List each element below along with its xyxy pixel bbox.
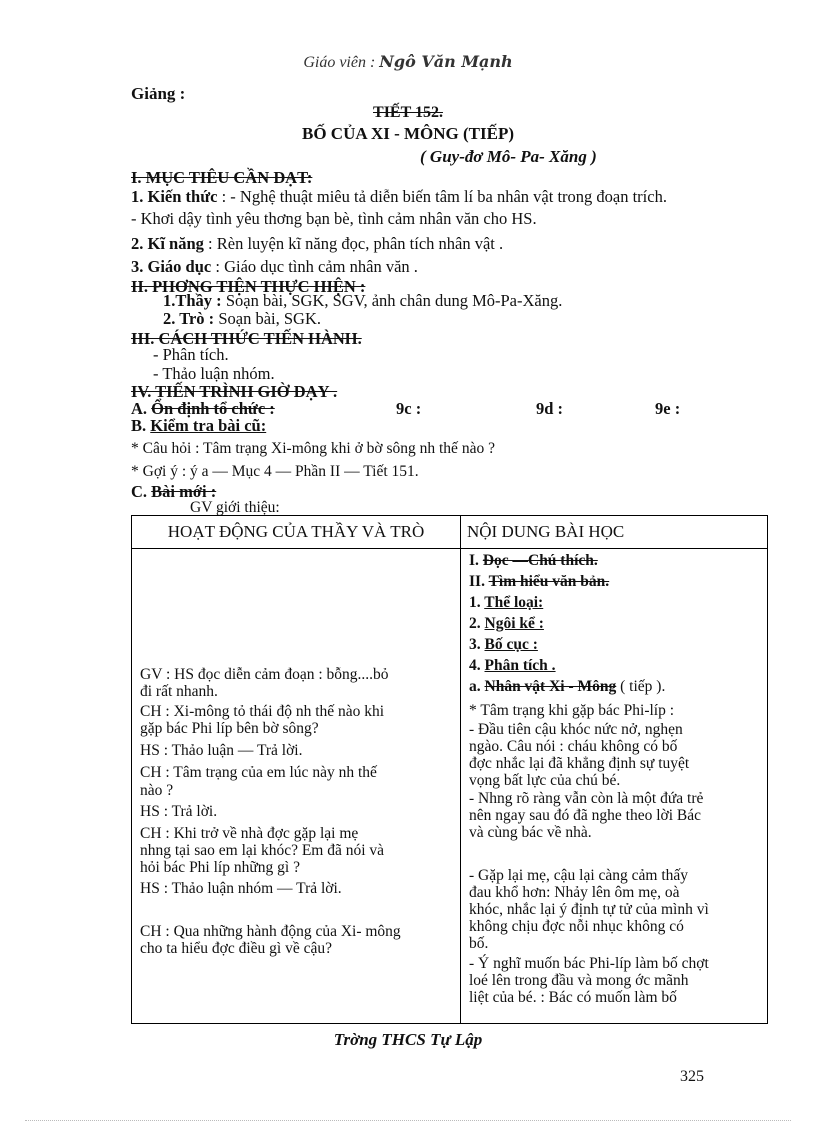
table-body-row (132, 549, 768, 1024)
content-cell (461, 549, 768, 1024)
lesson-author: ( Guy-đơ Mô- Pa- Xăng ) (420, 147, 597, 166)
method-item: - Thảo luận nhóm. (153, 364, 275, 383)
content-line: đau khổ hơn: Nhảy lên ôm mẹ, oà (469, 884, 680, 901)
class-9e: 9e : (655, 399, 681, 418)
content-line: vọng bất lực của chú bé. (469, 772, 621, 789)
content-line: khóc, nhắc lại ý định tự tử của mình vì (469, 901, 709, 918)
sec1-heading: I. MỤC TIÊU CẦN ĐẠT: (131, 168, 313, 187)
activity-line: HS : Trả lời. (140, 803, 218, 820)
content-heading: I. Đọc —Chú thích. (469, 552, 598, 569)
review-question: * Câu hỏi : Tâm trạng Xi-mông khi ở bờ sông nh thế nào ? (131, 440, 495, 457)
content-line: ngào. Câu nói : cháu không có bố (469, 738, 678, 755)
new-lesson-label: Bài mới : (151, 482, 217, 501)
content-line: bố. (469, 935, 489, 952)
knowledge-label: 1. Kiến thức (131, 187, 218, 206)
education-label: 3. Giáo dục (131, 257, 212, 276)
content-line: - Đầu tiên cậu khóc nức nở, nghẹn (469, 721, 683, 738)
activity-line: GV : HS đọc diễn cảm đoạn : bỗng....bỏ (140, 666, 389, 683)
skill-label: 2. Kĩ năng (131, 234, 204, 253)
knowledge-text: : - Nghệ thuật miêu tả diễn biến tâm lí ba nhân vật trong đoạn trích. (221, 187, 667, 206)
content-line: không chịu đợc nỗi nhục không có (469, 918, 684, 935)
skill-line (131, 234, 503, 254)
lesson-number: TIẾT 152. (373, 104, 443, 121)
content-line: - Gặp lại mẹ, cậu lại càng cảm thấy (469, 867, 689, 884)
content-heading: II. Tìm hiểu văn bản. (469, 573, 610, 590)
content-heading: 2. Ngôi kể : (469, 615, 544, 632)
sec2-heading: II. PHƠNG TIỆN THỰC HIỆN : (131, 277, 366, 296)
review-hint: * Gợi ý : ý a — Mục 4 — Phần II — Tiết 151. (131, 463, 419, 480)
activity-line: đi rất nhanh. (140, 683, 218, 700)
sec3-heading: III. CÁCH THỨC TIẾN HÀNH. (131, 329, 362, 348)
review-line (131, 416, 266, 436)
activity-line: HS : Thảo luận nhóm — Trả lời. (140, 880, 342, 897)
stabilize-label: Ổn định tổ chức : (151, 399, 275, 418)
activity-line: HS : Thảo luận — Trả lời. (140, 742, 303, 759)
giang-label: Giảng : (131, 84, 186, 103)
activity-line: gặp bác Phi líp bên bờ sông? (140, 720, 319, 737)
activity-line: nào ? (140, 782, 174, 799)
activity-line: CH : Qua những hành động của Xi- mông (140, 923, 401, 940)
class-9d: 9d : (536, 399, 564, 418)
content-line: loé lên trong đầu và mong ớc mãnh (469, 972, 689, 989)
header-prefix: Giáo viên : (303, 54, 376, 71)
content-heading: 3. Bố cục : (469, 636, 538, 653)
method-item: - Phân tích. (153, 345, 229, 364)
content-line: - Nhng rõ ràng vẫn còn là một đứa trẻ (469, 790, 704, 807)
activity-line: cho ta hiểu đợc điều gì về cậu? (140, 940, 332, 957)
knowledge-line (131, 187, 667, 207)
activity-line: hỏi bác Phi líp những gì ? (140, 859, 300, 876)
activity-line: CH : Tâm trạng của em lúc này nh thế (140, 764, 377, 781)
new-lesson-prefix: C. (131, 482, 148, 501)
teacher-prep (163, 291, 562, 311)
activity-line: nhng tại sao em lại khóc? Em đã nói và (140, 842, 385, 859)
head-activities: HOẠT ĐỘNG CỦA THẦY VÀ TRÒ (132, 516, 461, 549)
content-line: và cùng bác về nhà. (469, 824, 592, 841)
character-heading: a. Nhân vật Xi - Mông ( tiếp ). (469, 678, 666, 695)
teacher-prep-text: Soạn bài, SGK, SGV, ảnh chân dung Mô-Pa-Xăng. (225, 291, 563, 310)
school-footer: Trờng THCS Tự Lập (333, 1030, 483, 1049)
activity-line: CH : Xi-mông tỏ thái độ nh thế nào khi (140, 703, 385, 720)
content-line: đợc nhắc lại đã khẳng định sự tuyệt (469, 755, 690, 772)
content-heading: 4. Phân tích . (469, 657, 556, 674)
lesson-title: BỐ CỦA XI - MÔNG (TIẾP) (301, 124, 515, 143)
content-heading: 1. Thể loại: (469, 594, 544, 611)
content-line: * Tâm trạng khi gặp bác Phi-líp : (469, 702, 675, 719)
content-line: nên ngay sau đó đã nghe theo lời Bác (469, 807, 702, 824)
content-line: - Ý nghĩ muốn bác Phi-líp làm bố chợt (469, 955, 709, 972)
review-prefix: B. (131, 416, 147, 435)
student-prep-label: 2. Trò : (163, 309, 215, 328)
knowledge-line-2: - Khơi dậy tình yêu thơng bạn bè, tình cảm nhân văn cho HS. (131, 209, 537, 228)
skill-text: : Rèn luyện kĩ năng đọc, phân tích nhân vật . (208, 234, 504, 253)
page-number: 325 (680, 1068, 704, 1085)
student-prep-text: Soạn bài, SGK. (218, 309, 321, 328)
review-label: Kiểm tra bài cũ: (150, 416, 267, 435)
teacher-name: Ngô Văn Mạnh (379, 52, 513, 71)
content-line: liệt của bé. : Bác có muốn làm bố (469, 989, 677, 1006)
table-header-row (132, 516, 768, 549)
teacher-intro: GV giới thiệu: (190, 499, 280, 516)
head-content: NỘI DUNG BÀI HỌC (461, 516, 768, 549)
lesson-table (131, 515, 768, 1024)
stabilize-prefix: A. (131, 399, 148, 418)
education-text: : Giáo dục tình cảm nhân văn . (215, 257, 418, 276)
activity-line: CH : Khi trở về nhà đợc gặp lại mẹ (140, 825, 359, 842)
activities-cell (132, 549, 461, 1024)
sec4-heading: IV. TIẾN TRÌNH GIỜ DẠY . (131, 382, 338, 401)
student-prep (163, 309, 321, 329)
teacher-prep-label: 1.Thầy : (163, 291, 222, 310)
education-line (131, 257, 418, 277)
class-9c: 9c : (396, 399, 422, 418)
page-header (0, 52, 816, 72)
bottom-divider (25, 1120, 791, 1121)
